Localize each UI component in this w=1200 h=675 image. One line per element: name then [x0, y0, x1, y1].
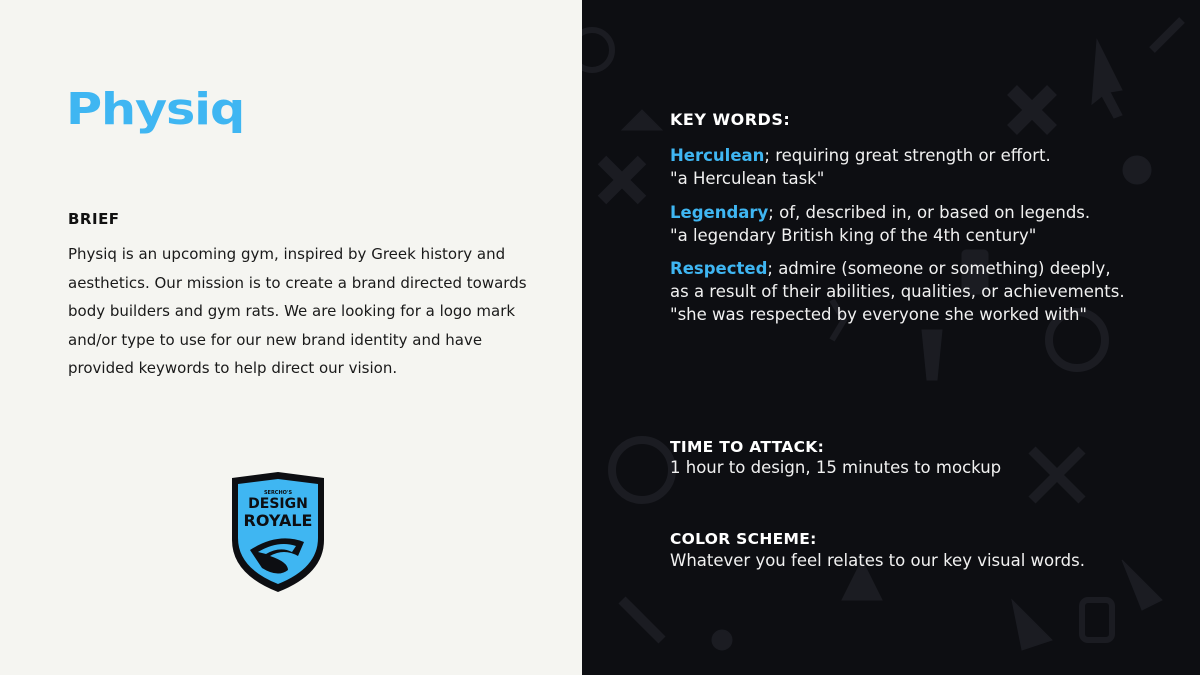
brief-text: Physiq is an upcoming gym, inspired by Greek history and aesthetics. Our mission is to create a brand directed towards body builders and gym rats. We are looking for a logo mark and/or type to use for our new brand identity and have provided keywords to help direct our vision. [68, 245, 527, 377]
time-text: 1 hour to design, 15 minutes to mockup [670, 458, 1002, 477]
left-panel [0, 0, 582, 675]
color-heading: COLOR SCHEME: [670, 530, 817, 548]
keyword-example: "a Herculean task" [670, 169, 825, 188]
keyword-definition-continued: as a result of their abilities, qualities, or achievements. [670, 282, 1125, 301]
color-text: Whatever you feel relates to our key visual words. [670, 551, 1085, 570]
badge-line1-text: DESIGN [248, 496, 308, 512]
keyword-entry-respected [670, 257, 1190, 326]
keyword-example: "she was respected by everyone she worked with" [670, 305, 1087, 324]
right-panel [582, 0, 1200, 675]
keyword-definition: ; of, described in, or based on legends. [768, 203, 1091, 222]
keyword-entry-herculean [670, 144, 1190, 190]
keyword-word: Legendary [670, 203, 769, 222]
badge-line2-text: ROYALE [243, 511, 313, 530]
brief-heading: BRIEF [68, 210, 120, 228]
design-royale-badge-icon [228, 470, 328, 594]
keyword-definition: ; admire (someone or something) deeply, [767, 259, 1111, 278]
keyword-entry-legendary [670, 201, 1190, 247]
keyword-definition: ; requiring great strength or effort. [764, 146, 1051, 165]
keywords-heading: KEY WORDS: [670, 110, 791, 129]
keyword-example: "a legendary British king of the 4th century" [670, 226, 1037, 245]
keyword-word: Herculean [670, 146, 765, 165]
time-heading: TIME TO ATTACK: [670, 438, 825, 456]
brand-title: Physiq [66, 84, 245, 135]
background-pattern-icon [582, 0, 1200, 675]
badge-top-text: SERCHO'S [263, 490, 293, 496]
keyword-word: Respected [670, 259, 768, 278]
